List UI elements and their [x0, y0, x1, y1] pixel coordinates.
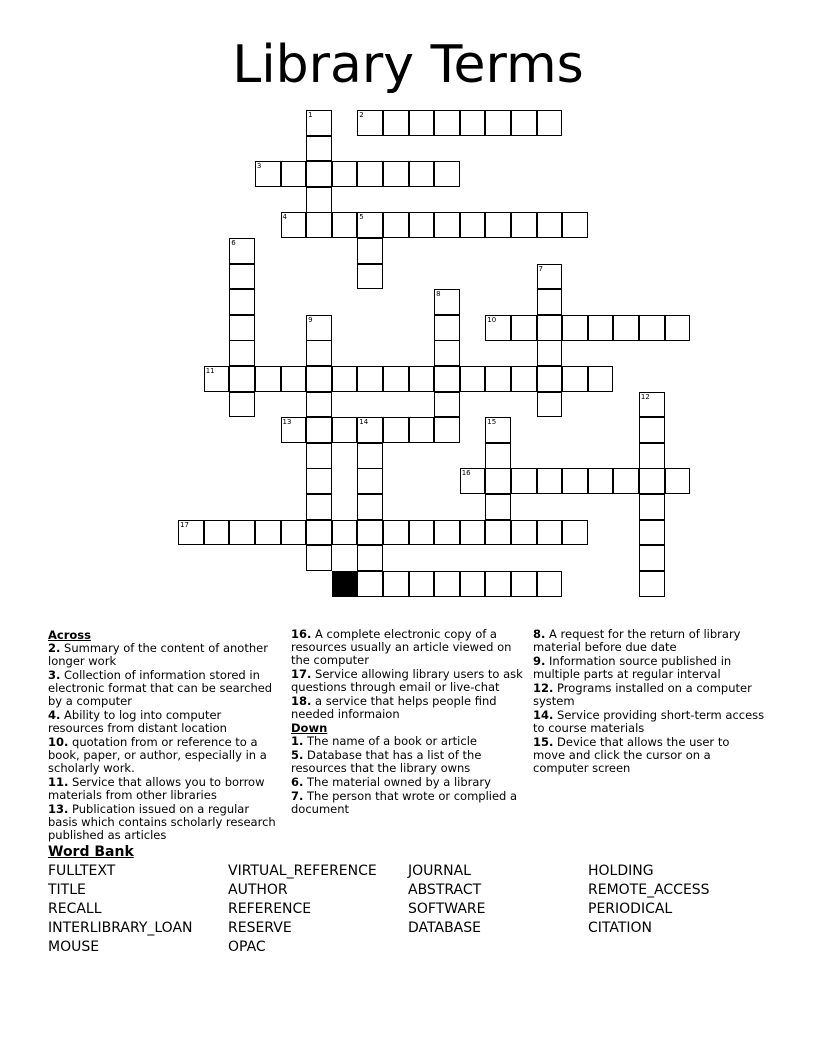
grid-cell[interactable] [537, 468, 563, 494]
word-bank-item: FULLTEXT [48, 863, 116, 879]
clue-number: 4. [48, 708, 61, 722]
puzzle-title: Library Terms [232, 35, 584, 95]
clue-number: 12. [533, 681, 554, 695]
word-bank-item: REFERENCE [228, 901, 312, 917]
grid-cell[interactable] [434, 110, 460, 136]
clue-number: 2 [359, 111, 364, 119]
clue [291, 695, 523, 721]
clue-text: Summary of the content of another longer work [48, 641, 268, 668]
grid-cell[interactable] [332, 520, 358, 546]
grid-cell[interactable] [665, 468, 691, 494]
grid-cell[interactable] [511, 520, 537, 546]
grid-cell[interactable] [588, 468, 614, 494]
grid-cell[interactable] [511, 571, 537, 597]
grid-cell[interactable] [562, 520, 588, 546]
clue [291, 790, 523, 816]
grid-cell[interactable] [357, 571, 383, 597]
clue [48, 669, 280, 708]
grid-cell[interactable] [255, 520, 281, 546]
grid-cell[interactable] [639, 520, 665, 546]
grid-cell[interactable] [485, 366, 511, 392]
grid-cell[interactable] [383, 110, 409, 136]
grid-cell[interactable] [383, 520, 409, 546]
grid-cell[interactable] [537, 264, 563, 290]
clue [533, 655, 765, 681]
clue-number: 8 [436, 290, 441, 299]
grid-cell[interactable] [332, 417, 358, 443]
grid-cell[interactable] [409, 520, 435, 546]
grid-cell[interactable] [434, 315, 460, 341]
clue-number: 10. [48, 735, 69, 749]
grid-cell[interactable] [229, 289, 255, 315]
grid-cell[interactable] [485, 315, 511, 341]
grid-cell[interactable] [229, 520, 255, 546]
grid-cell[interactable] [229, 366, 255, 392]
grid-cell[interactable] [409, 212, 435, 238]
clue-number: 6. [291, 775, 304, 789]
clues-column-2 [291, 628, 523, 817]
grid-cell[interactable] [639, 315, 665, 341]
word-bank-item: REMOTE_ACCESS [588, 882, 710, 898]
clue-number: 1 [308, 111, 313, 119]
clue-text: The material owned by a library [303, 775, 491, 789]
clue-number: 15 [487, 418, 497, 427]
grid-cell[interactable] [485, 468, 511, 494]
clue-text: Device that allows the user to move and click the cursor on a computer screen [533, 735, 730, 775]
clue-number: 1. [291, 734, 304, 748]
word-bank-item: DATABASE [408, 920, 481, 936]
clue-number: 17 [180, 520, 190, 529]
grid-cell[interactable] [485, 494, 511, 520]
grid-cell[interactable] [511, 468, 537, 494]
grid-cell[interactable] [306, 161, 332, 187]
clue-text: Information source published in multiple parts at regular interval [533, 654, 732, 681]
grid-cell[interactable] [537, 340, 563, 366]
clue-number: 14 [359, 418, 369, 427]
clue [48, 642, 280, 668]
grid-cell[interactable] [383, 417, 409, 443]
word-bank-item: MOUSE [48, 939, 100, 955]
word-bank-title: Word Bank [48, 844, 134, 860]
clue [533, 682, 765, 708]
grid-cell[interactable] [306, 136, 332, 162]
clue-text: a service that helps people find needed informaion [291, 694, 497, 721]
grid-cell[interactable] [332, 161, 358, 187]
grid-cell[interactable] [434, 289, 460, 315]
word-bank-item: RESERVE [228, 920, 292, 936]
clue-number: 11 [205, 367, 215, 375]
grid-cell[interactable] [357, 468, 383, 494]
grid-cell[interactable] [357, 443, 383, 469]
grid-cell[interactable] [229, 315, 255, 341]
grid-cell[interactable] [613, 315, 639, 341]
clue-number: 12 [640, 392, 650, 401]
grid-cell[interactable] [357, 161, 383, 187]
grid-cell[interactable] [639, 443, 665, 469]
clue [533, 628, 765, 654]
grid-cell[interactable] [639, 392, 665, 418]
clue-number: 17. [291, 667, 312, 681]
clue-text: Collection of information stored in electronic format that can be searched by a computer [48, 668, 273, 708]
grid-cell[interactable] [357, 238, 383, 264]
grid-cell[interactable] [537, 289, 563, 315]
grid-cell[interactable] [434, 417, 460, 443]
grid-cell[interactable] [409, 571, 435, 597]
grid-cell[interactable] [306, 417, 332, 443]
grid-cell[interactable] [357, 417, 383, 443]
grid-cell[interactable] [357, 366, 383, 392]
grid-cell[interactable] [537, 392, 563, 418]
grid-cell[interactable] [460, 520, 486, 546]
grid-cell[interactable] [434, 392, 460, 418]
clue [291, 668, 523, 694]
clue-number: 9 [308, 315, 313, 324]
grid-cell[interactable] [306, 545, 332, 571]
clue-number: 10 [487, 315, 497, 324]
grid-cell[interactable] [639, 417, 665, 443]
clue-text: Ability to log into computer resources from distant location [48, 708, 227, 735]
clue-text: Database that has a list of the resources that the library owns [291, 748, 482, 775]
grid-cell[interactable] [306, 468, 332, 494]
grid-cell[interactable] [306, 212, 332, 238]
grid-cell[interactable] [409, 161, 435, 187]
clue [48, 776, 280, 802]
grid-cell[interactable] [537, 110, 563, 136]
grid-cell[interactable] [409, 417, 435, 443]
grid-cell[interactable] [434, 520, 460, 546]
grid-cell[interactable] [357, 520, 383, 546]
word-bank-item: SOFTWARE [408, 901, 486, 917]
grid-cell[interactable] [357, 545, 383, 571]
grid-cell[interactable] [485, 417, 511, 443]
grid-cell[interactable] [613, 468, 639, 494]
grid-cell[interactable] [537, 315, 563, 341]
clue-text: Programs installed on a computer system [533, 681, 752, 708]
grid-cell[interactable] [332, 212, 358, 238]
clue-text: A complete electronic copy of a resources usually an article viewed on the computer [291, 627, 512, 667]
clue-text: Service providing short-term access to course materials [533, 708, 765, 735]
grid-cell[interactable] [434, 340, 460, 366]
grid-cell[interactable] [409, 110, 435, 136]
clue-number: 5 [359, 213, 364, 222]
clue-number: 8. [533, 627, 546, 641]
clue [291, 749, 523, 775]
grid-cell[interactable] [511, 212, 537, 238]
clue [291, 735, 523, 748]
across-header: Across [48, 628, 91, 642]
word-bank-item: ABSTRACT [408, 882, 482, 898]
clue-number: 14. [533, 708, 554, 722]
clue-text: Service that allows you to borrow materials from other libraries [48, 775, 265, 802]
grid-cell[interactable] [511, 315, 537, 341]
clue-text: quotation from or reference to a book, paper, or author, especially in a scholarly work. [48, 735, 267, 775]
grid-cell[interactable] [229, 238, 255, 264]
grid-cell[interactable] [357, 212, 383, 238]
word-bank-item: RECALL [48, 901, 102, 917]
grid-cell[interactable] [639, 468, 665, 494]
grid-cell[interactable] [229, 340, 255, 366]
clue-number: 7 [538, 264, 543, 273]
clue [48, 803, 280, 842]
word-bank-item: CITATION [588, 920, 653, 936]
grid-cell[interactable] [306, 340, 332, 366]
grid-cell[interactable] [281, 417, 307, 443]
clue-text: The name of a book or article [303, 734, 477, 748]
grid-cell[interactable] [383, 366, 409, 392]
word-bank-item: AUTHOR [228, 882, 288, 898]
grid-cell[interactable] [357, 110, 383, 136]
grid-cell[interactable] [588, 366, 614, 392]
grid-cell[interactable] [434, 366, 460, 392]
grid-cell[interactable] [485, 212, 511, 238]
black-square [332, 571, 358, 597]
grid-cell[interactable] [383, 212, 409, 238]
clue-number: 18 [333, 571, 343, 580]
grid-cell[interactable] [485, 110, 511, 136]
grid-cell[interactable] [434, 212, 460, 238]
grid-cell[interactable] [639, 494, 665, 520]
grid-cell[interactable] [306, 494, 332, 520]
word-bank-item: HOLDING [588, 863, 654, 879]
word-bank [48, 862, 788, 962]
grid-cell[interactable] [537, 520, 563, 546]
clue-number: 7. [291, 789, 304, 803]
grid-cell[interactable] [306, 520, 332, 546]
clue-text: The person that wrote or complied a document [291, 789, 518, 816]
grid-cell[interactable] [562, 468, 588, 494]
clue-number: 13. [48, 802, 69, 816]
clue-number: 3. [48, 668, 61, 682]
grid-cell[interactable] [306, 392, 332, 418]
down-header: Down [291, 721, 328, 735]
grid-cell[interactable] [511, 366, 537, 392]
grid-cell[interactable] [460, 571, 486, 597]
grid-cell[interactable] [306, 443, 332, 469]
clue-number: 9. [533, 654, 546, 668]
clue [533, 736, 765, 775]
grid-cell[interactable] [460, 468, 486, 494]
word-bank-item: INTERLIBRARY_LOAN [48, 920, 193, 936]
grid-cell[interactable] [229, 264, 255, 290]
grid-cell[interactable] [485, 571, 511, 597]
grid-cell[interactable] [229, 392, 255, 418]
grid-cell[interactable] [537, 571, 563, 597]
grid-cell[interactable] [639, 571, 665, 597]
clue-number: 5. [291, 748, 304, 762]
clues-column-1 [48, 628, 280, 843]
grid-cell[interactable] [562, 366, 588, 392]
clue-number: 3 [256, 162, 262, 171]
clue-number: 6 [231, 239, 236, 247]
clue-text: Publication issued on a regular basis which contains scholarly research published as articles [48, 802, 276, 842]
grid-cell[interactable] [383, 571, 409, 597]
clue-number: 18. [291, 694, 312, 708]
word-bank-item: PERIODICAL [588, 901, 673, 917]
grid-cell[interactable] [332, 366, 358, 392]
grid-cell[interactable] [357, 264, 383, 290]
grid-cell[interactable] [460, 110, 486, 136]
grid-cell[interactable] [306, 366, 332, 392]
grid-cell[interactable] [434, 571, 460, 597]
grid-cell[interactable] [409, 366, 435, 392]
grid-cell[interactable] [281, 212, 307, 238]
grid-cell[interactable] [306, 187, 332, 213]
clues-column-3 [533, 628, 765, 776]
word-bank-item: JOURNAL [408, 863, 471, 879]
grid-cell[interactable] [588, 315, 614, 341]
word-bank-item: VIRTUAL_REFERENCE [228, 863, 377, 879]
word-bank-item: OPAC [228, 939, 266, 955]
word-bank-item: TITLE [48, 882, 86, 898]
grid-cell[interactable] [639, 545, 665, 571]
grid-cell[interactable] [562, 315, 588, 341]
clue [48, 736, 280, 775]
grid-cell[interactable] [511, 110, 537, 136]
grid-cell[interactable] [537, 366, 563, 392]
clue [533, 709, 765, 735]
grid-cell[interactable] [281, 161, 307, 187]
grid-cell[interactable] [665, 315, 691, 341]
clue-number: 2. [48, 641, 61, 655]
clue-text: A request for the return of library material before due date [533, 627, 741, 654]
grid-cell[interactable] [537, 212, 563, 238]
clue [291, 628, 523, 667]
clue-number: 13 [282, 418, 292, 427]
grid-cell[interactable] [255, 161, 281, 187]
clue-number: 16. [291, 627, 312, 641]
grid-cell[interactable] [306, 315, 332, 341]
grid-cell[interactable] [281, 520, 307, 546]
grid-cell[interactable] [306, 110, 332, 136]
clue-text: Service allowing library users to ask questions through email or live-chat [291, 667, 523, 694]
clue-number: 11. [48, 775, 69, 789]
clue-number: 15. [533, 735, 554, 749]
grid-cell[interactable] [562, 212, 588, 238]
clue-number: 16 [461, 469, 471, 478]
grid-cell[interactable] [383, 161, 409, 187]
grid-cell[interactable] [485, 520, 511, 546]
grid-cell[interactable] [485, 443, 511, 469]
grid-cell[interactable] [460, 366, 486, 392]
grid-cell[interactable] [460, 212, 486, 238]
grid-cell[interactable] [255, 366, 281, 392]
grid-cell[interactable] [178, 520, 204, 546]
clue [48, 709, 280, 735]
grid-cell[interactable] [204, 520, 230, 546]
grid-cell[interactable] [204, 366, 230, 392]
grid-cell[interactable] [434, 161, 460, 187]
grid-cell[interactable] [281, 366, 307, 392]
clue-number: 4 [282, 213, 287, 222]
grid-cell[interactable] [357, 494, 383, 520]
clue [291, 776, 523, 789]
